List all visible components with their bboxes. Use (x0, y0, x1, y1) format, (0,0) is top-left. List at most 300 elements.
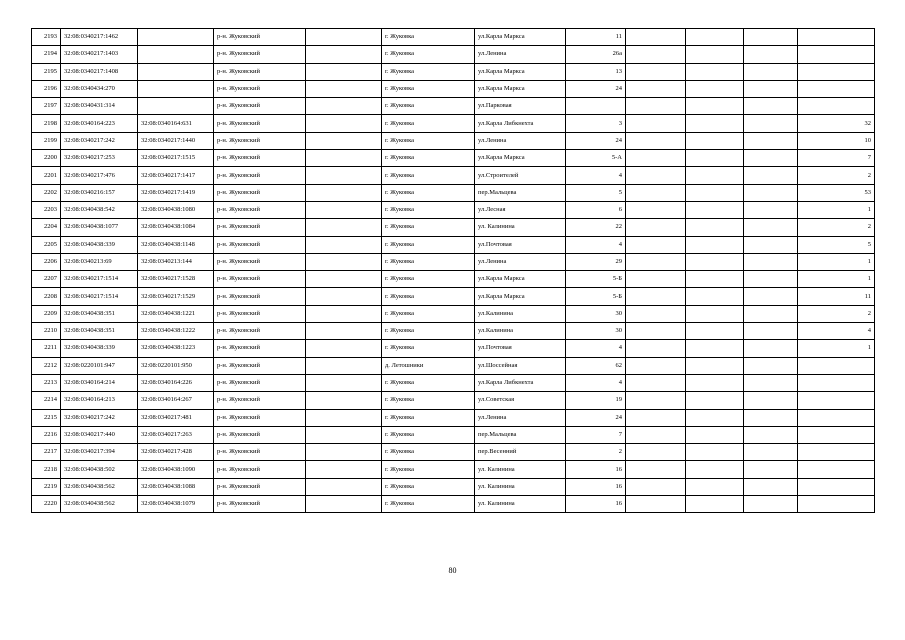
house-number-cell: 22 (566, 219, 626, 236)
apartment-cell (686, 288, 744, 305)
street-cell: ул. Калинина (475, 496, 566, 513)
locality-cell: г. Жуковка (382, 63, 475, 80)
locality-cell: г. Жуковка (382, 184, 475, 201)
apartment-cell (686, 46, 744, 63)
locality-cell: г. Жуковка (382, 236, 475, 253)
premises-number-cell (798, 426, 875, 443)
street-cell: ул.Парковая (475, 98, 566, 115)
table-row (32, 167, 875, 184)
blank-cell (306, 132, 382, 149)
object-cadastral-number-cell: 32:08:0340217:428 (138, 444, 214, 461)
table-row (32, 357, 875, 374)
locality-cell: г. Жуковка (382, 496, 475, 513)
cadastral-number-cell: 32:08:0340438:339 (61, 340, 138, 357)
premises-number-cell: 2 (798, 305, 875, 322)
apartment-cell (686, 271, 744, 288)
row-number-cell: 2213 (32, 374, 61, 391)
building-cell (626, 115, 686, 132)
blank-cell (306, 80, 382, 97)
extra-cell (744, 115, 798, 132)
table-row (32, 323, 875, 340)
extra-cell (744, 288, 798, 305)
district-cell: р-н. Жуковский (214, 184, 306, 201)
cadastral-number-cell: 32:08:0340434:270 (61, 80, 138, 97)
locality-cell: г. Жуковка (382, 409, 475, 426)
object-cadastral-number-cell: 32:08:0340438:1088 (138, 478, 214, 495)
extra-cell (744, 236, 798, 253)
locality-cell: г. Жуковка (382, 461, 475, 478)
building-cell (626, 63, 686, 80)
cadastral-number-cell: 32:08:0340217:242 (61, 132, 138, 149)
blank-cell (306, 98, 382, 115)
extra-cell (744, 426, 798, 443)
premises-number-cell (798, 80, 875, 97)
table-body (32, 29, 875, 513)
table-row (32, 184, 875, 201)
district-cell: р-н. Жуковский (214, 409, 306, 426)
blank-cell (306, 29, 382, 46)
extra-cell (744, 167, 798, 184)
object-cadastral-number-cell (138, 80, 214, 97)
row-number-cell: 2195 (32, 63, 61, 80)
house-number-cell: 29 (566, 253, 626, 270)
district-cell: р-н. Жуковский (214, 305, 306, 322)
building-cell (626, 340, 686, 357)
apartment-cell (686, 184, 744, 201)
cadastral-number-cell: 32:08:0340217:394 (61, 444, 138, 461)
locality-cell: г. Жуковка (382, 115, 475, 132)
blank-cell (306, 478, 382, 495)
table-row (32, 201, 875, 218)
apartment-cell (686, 357, 744, 374)
apartment-cell (686, 496, 744, 513)
cadastral-number-cell: 32:08:0340164:214 (61, 374, 138, 391)
apartment-cell (686, 323, 744, 340)
cadastral-number-cell: 32:08:0340438:562 (61, 496, 138, 513)
blank-cell (306, 288, 382, 305)
apartment-cell (686, 392, 744, 409)
blank-cell (306, 253, 382, 270)
row-number-cell: 2217 (32, 444, 61, 461)
row-number-cell: 2194 (32, 46, 61, 63)
building-cell (626, 219, 686, 236)
row-number-cell: 2198 (32, 115, 61, 132)
premises-number-cell (798, 478, 875, 495)
building-cell (626, 426, 686, 443)
street-cell: ул.Строителей (475, 167, 566, 184)
cadastral-number-cell: 32:08:0340438:562 (61, 478, 138, 495)
table-row (32, 340, 875, 357)
row-number-cell: 2216 (32, 426, 61, 443)
locality-cell: г. Жуковка (382, 444, 475, 461)
district-cell: р-н. Жуковский (214, 46, 306, 63)
table-row (32, 115, 875, 132)
house-number-cell: 24 (566, 80, 626, 97)
object-cadastral-number-cell: 32:08:0340217:1528 (138, 271, 214, 288)
blank-cell (306, 63, 382, 80)
building-cell (626, 271, 686, 288)
district-cell: р-н. Жуковский (214, 115, 306, 132)
premises-number-cell (798, 461, 875, 478)
cadastral-number-cell: 32:08:0340217:476 (61, 167, 138, 184)
row-number-cell: 2199 (32, 132, 61, 149)
locality-cell: г. Жуковка (382, 288, 475, 305)
blank-cell (306, 167, 382, 184)
locality-cell: г. Жуковка (382, 219, 475, 236)
cadastral-number-cell: 32:08:0340438:542 (61, 201, 138, 218)
object-cadastral-number-cell: 32:08:0340164:226 (138, 374, 214, 391)
row-number-cell: 2196 (32, 80, 61, 97)
district-cell: р-н. Жуковский (214, 80, 306, 97)
table-row (32, 80, 875, 97)
blank-cell (306, 305, 382, 322)
object-cadastral-number-cell: 32:08:0220101:950 (138, 357, 214, 374)
building-cell (626, 461, 686, 478)
object-cadastral-number-cell: 32:08:0340438:1221 (138, 305, 214, 322)
table-row (32, 444, 875, 461)
building-cell (626, 167, 686, 184)
street-cell: ул. Калинина (475, 461, 566, 478)
extra-cell (744, 63, 798, 80)
district-cell: р-н. Жуковский (214, 288, 306, 305)
blank-cell (306, 374, 382, 391)
building-cell (626, 29, 686, 46)
building-cell (626, 374, 686, 391)
house-number-cell: 5 (566, 184, 626, 201)
house-number-cell: 5-А (566, 150, 626, 167)
building-cell (626, 409, 686, 426)
row-number-cell: 2210 (32, 323, 61, 340)
street-cell: ул.Карла Либкнехта (475, 115, 566, 132)
object-cadastral-number-cell: 32:08:0340213:144 (138, 253, 214, 270)
locality-cell: г. Жуковка (382, 29, 475, 46)
apartment-cell (686, 80, 744, 97)
cadastral-number-cell: 32:08:0340438:339 (61, 236, 138, 253)
cadastral-number-cell: 32:08:0340217:440 (61, 426, 138, 443)
table-row (32, 150, 875, 167)
premises-number-cell: 1 (798, 253, 875, 270)
table-row (32, 29, 875, 46)
cadastral-number-cell: 32:08:0340216:157 (61, 184, 138, 201)
cadastral-number-cell: 32:08:0340217:1514 (61, 271, 138, 288)
table-row (32, 305, 875, 322)
cadastral-number-cell: 32:08:0220101:947 (61, 357, 138, 374)
locality-cell: г. Жуковка (382, 478, 475, 495)
extra-cell (744, 219, 798, 236)
street-cell: ул.Ленина (475, 46, 566, 63)
street-cell: ул. Калинина (475, 478, 566, 495)
house-number-cell: 4 (566, 167, 626, 184)
locality-cell: г. Жуковка (382, 150, 475, 167)
locality-cell: г. Жуковка (382, 167, 475, 184)
premises-number-cell: 11 (798, 288, 875, 305)
building-cell (626, 357, 686, 374)
extra-cell (744, 80, 798, 97)
cadastral-number-cell: 32:08:0340438:351 (61, 305, 138, 322)
table-row (32, 219, 875, 236)
house-number-cell: 26а (566, 46, 626, 63)
blank-cell (306, 219, 382, 236)
building-cell (626, 184, 686, 201)
table-row (32, 132, 875, 149)
object-cadastral-number-cell: 32:08:0340217:263 (138, 426, 214, 443)
extra-cell (744, 184, 798, 201)
apartment-cell (686, 219, 744, 236)
district-cell: р-н. Жуковский (214, 426, 306, 443)
district-cell: р-н. Жуковский (214, 29, 306, 46)
district-cell: р-н. Жуковский (214, 271, 306, 288)
building-cell (626, 150, 686, 167)
apartment-cell (686, 478, 744, 495)
row-number-cell: 2209 (32, 305, 61, 322)
district-cell: р-н. Жуковский (214, 98, 306, 115)
premises-number-cell (798, 357, 875, 374)
street-cell: ул.Ленина (475, 132, 566, 149)
row-number-cell: 2214 (32, 392, 61, 409)
row-number-cell: 2206 (32, 253, 61, 270)
apartment-cell (686, 29, 744, 46)
extra-cell (744, 374, 798, 391)
locality-cell: г. Жуковка (382, 426, 475, 443)
cadastral-number-cell: 32:08:0340438:502 (61, 461, 138, 478)
cadastral-number-cell: 32:08:0340164:213 (61, 392, 138, 409)
district-cell: р-н. Жуковский (214, 167, 306, 184)
extra-cell (744, 253, 798, 270)
apartment-cell (686, 461, 744, 478)
blank-cell (306, 496, 382, 513)
premises-number-cell: 1 (798, 340, 875, 357)
premises-number-cell: 1 (798, 271, 875, 288)
house-number-cell: 3 (566, 115, 626, 132)
object-cadastral-number-cell: 32:08:0340217:1440 (138, 132, 214, 149)
cadastral-number-cell: 32:08:0340217:1514 (61, 288, 138, 305)
building-cell (626, 201, 686, 218)
object-cadastral-number-cell (138, 29, 214, 46)
street-cell: пер.Весенний (475, 444, 566, 461)
district-cell: р-н. Жуковский (214, 219, 306, 236)
apartment-cell (686, 201, 744, 218)
house-number-cell: 6 (566, 201, 626, 218)
blank-cell (306, 357, 382, 374)
street-cell: пер.Мальцева (475, 426, 566, 443)
street-cell: ул.Карла Маркса (475, 150, 566, 167)
house-number-cell: 13 (566, 63, 626, 80)
page-number: 80 (448, 566, 457, 575)
street-cell: ул.Карла Либкнехта (475, 374, 566, 391)
building-cell (626, 46, 686, 63)
locality-cell: г. Жуковка (382, 201, 475, 218)
object-cadastral-number-cell: 32:08:0340164:267 (138, 392, 214, 409)
district-cell: р-н. Жуковский (214, 478, 306, 495)
district-cell: р-н. Жуковский (214, 150, 306, 167)
building-cell (626, 444, 686, 461)
object-cadastral-number-cell: 32:08:0340438:1080 (138, 201, 214, 218)
premises-number-cell (798, 29, 875, 46)
extra-cell (744, 444, 798, 461)
premises-number-cell: 10 (798, 132, 875, 149)
blank-cell (306, 236, 382, 253)
apartment-cell (686, 98, 744, 115)
building-cell (626, 323, 686, 340)
blank-cell (306, 271, 382, 288)
apartment-cell (686, 150, 744, 167)
table-row (32, 63, 875, 80)
object-cadastral-number-cell: 32:08:0340438:1223 (138, 340, 214, 357)
table-row (32, 236, 875, 253)
house-number-cell: 4 (566, 236, 626, 253)
extra-cell (744, 357, 798, 374)
extra-cell (744, 496, 798, 513)
building-cell (626, 98, 686, 115)
street-cell: ул.Карла Маркса (475, 271, 566, 288)
cadastral-number-cell: 32:08:0340438:1077 (61, 219, 138, 236)
row-number-cell: 2200 (32, 150, 61, 167)
building-cell (626, 478, 686, 495)
cadastral-number-cell: 32:08:0340431:314 (61, 98, 138, 115)
street-cell: ул.Карла Маркса (475, 29, 566, 46)
building-cell (626, 288, 686, 305)
apartment-cell (686, 167, 744, 184)
premises-number-cell (798, 46, 875, 63)
extra-cell (744, 461, 798, 478)
premises-number-cell: 2 (798, 219, 875, 236)
table-row (32, 409, 875, 426)
blank-cell (306, 201, 382, 218)
table-row (32, 253, 875, 270)
extra-cell (744, 29, 798, 46)
blank-cell (306, 426, 382, 443)
object-cadastral-number-cell: 32:08:0340438:1079 (138, 496, 214, 513)
district-cell: р-н. Жуковский (214, 461, 306, 478)
building-cell (626, 236, 686, 253)
house-number-cell: 30 (566, 323, 626, 340)
object-cadastral-number-cell (138, 98, 214, 115)
premises-number-cell (798, 444, 875, 461)
object-cadastral-number-cell (138, 46, 214, 63)
premises-number-cell: 32 (798, 115, 875, 132)
street-cell: ул.Карла Маркса (475, 63, 566, 80)
district-cell: р-н. Жуковский (214, 374, 306, 391)
district-cell: р-н. Жуковский (214, 357, 306, 374)
house-number-cell: 16 (566, 478, 626, 495)
building-cell (626, 496, 686, 513)
table-row (32, 98, 875, 115)
object-cadastral-number-cell: 32:08:0340438:1148 (138, 236, 214, 253)
locality-cell: д. Летошники (382, 357, 475, 374)
district-cell: р-н. Жуковский (214, 340, 306, 357)
locality-cell: г. Жуковка (382, 98, 475, 115)
table-row (32, 496, 875, 513)
district-cell: р-н. Жуковский (214, 323, 306, 340)
district-cell: р-н. Жуковский (214, 496, 306, 513)
blank-cell (306, 150, 382, 167)
street-cell: ул.Ленина (475, 253, 566, 270)
extra-cell (744, 150, 798, 167)
blank-cell (306, 184, 382, 201)
blank-cell (306, 444, 382, 461)
house-number-cell: 4 (566, 340, 626, 357)
extra-cell (744, 98, 798, 115)
blank-cell (306, 323, 382, 340)
street-cell: ул.Советская (475, 392, 566, 409)
row-number-cell: 2205 (32, 236, 61, 253)
district-cell: р-н. Жуковский (214, 236, 306, 253)
cadastral-number-cell: 32:08:0340217:242 (61, 409, 138, 426)
row-number-cell: 2207 (32, 271, 61, 288)
house-number-cell (566, 98, 626, 115)
table-row (32, 374, 875, 391)
row-number-cell: 2202 (32, 184, 61, 201)
district-cell: р-н. Жуковский (214, 253, 306, 270)
object-cadastral-number-cell: 32:08:0340217:1529 (138, 288, 214, 305)
district-cell: р-н. Жуковский (214, 444, 306, 461)
apartment-cell (686, 444, 744, 461)
house-number-cell: 30 (566, 305, 626, 322)
premises-number-cell: 2 (798, 167, 875, 184)
property-register-table (31, 28, 875, 513)
house-number-cell: 19 (566, 392, 626, 409)
house-number-cell: 11 (566, 29, 626, 46)
object-cadastral-number-cell: 32:08:0340217:1419 (138, 184, 214, 201)
table-row (32, 461, 875, 478)
street-cell: ул.Лесная (475, 201, 566, 218)
apartment-cell (686, 132, 744, 149)
extra-cell (744, 132, 798, 149)
row-number-cell: 2215 (32, 409, 61, 426)
blank-cell (306, 409, 382, 426)
apartment-cell (686, 253, 744, 270)
row-number-cell: 2212 (32, 357, 61, 374)
apartment-cell (686, 63, 744, 80)
street-cell: ул.Почтовая (475, 340, 566, 357)
premises-number-cell (798, 496, 875, 513)
house-number-cell: 24 (566, 132, 626, 149)
row-number-cell: 2211 (32, 340, 61, 357)
house-number-cell: 16 (566, 496, 626, 513)
apartment-cell (686, 305, 744, 322)
blank-cell (306, 461, 382, 478)
object-cadastral-number-cell: 32:08:0340217:1417 (138, 167, 214, 184)
apartment-cell (686, 409, 744, 426)
object-cadastral-number-cell: 32:08:0340438:1222 (138, 323, 214, 340)
locality-cell: г. Жуковка (382, 271, 475, 288)
table-row (32, 46, 875, 63)
premises-number-cell (798, 409, 875, 426)
premises-number-cell (798, 374, 875, 391)
street-cell: ул.Калинина (475, 323, 566, 340)
extra-cell (744, 340, 798, 357)
object-cadastral-number-cell (138, 63, 214, 80)
district-cell: р-н. Жуковский (214, 63, 306, 80)
extra-cell (744, 271, 798, 288)
street-cell: ул.Калинина (475, 305, 566, 322)
apartment-cell (686, 340, 744, 357)
row-number-cell: 2208 (32, 288, 61, 305)
street-cell: ул.Ленина (475, 409, 566, 426)
premises-number-cell: 7 (798, 150, 875, 167)
table-row (32, 478, 875, 495)
locality-cell: г. Жуковка (382, 80, 475, 97)
row-number-cell: 2193 (32, 29, 61, 46)
locality-cell: г. Жуковка (382, 253, 475, 270)
locality-cell: г. Жуковка (382, 323, 475, 340)
blank-cell (306, 340, 382, 357)
row-number-cell: 2203 (32, 201, 61, 218)
extra-cell (744, 392, 798, 409)
premises-number-cell: 53 (798, 184, 875, 201)
row-number-cell: 2204 (32, 219, 61, 236)
locality-cell: г. Жуковка (382, 46, 475, 63)
